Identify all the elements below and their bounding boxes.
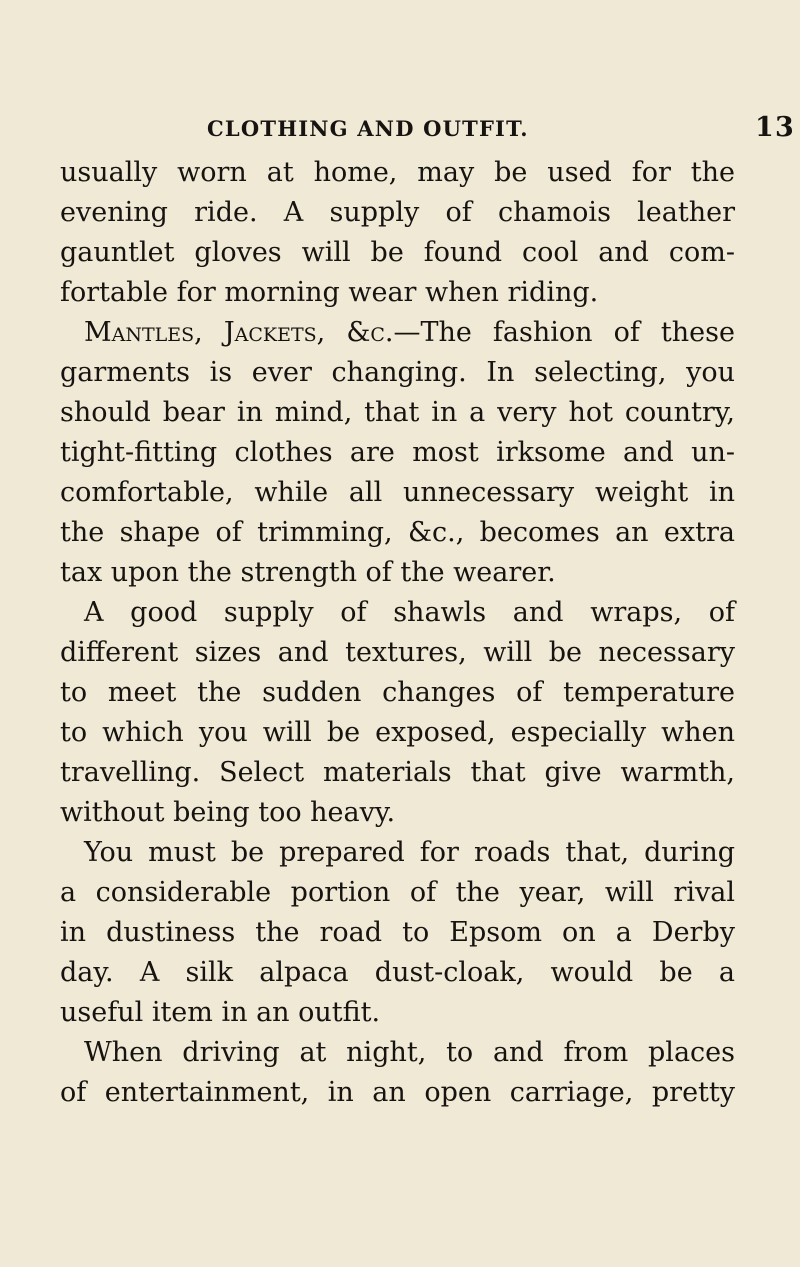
text-line: gauntlet gloves will be found cool and com- bbox=[60, 237, 735, 268]
text-line: useful item in an outfit. bbox=[60, 997, 381, 1028]
running-title: CLOTHING AND OUTFIT. bbox=[207, 116, 529, 141]
text-line: When driving at night, to and from places bbox=[84, 1037, 735, 1068]
text-line: fortable for morning wear when riding. bbox=[60, 277, 599, 308]
text-line: to meet the sudden changes of temperature bbox=[60, 677, 735, 708]
text-line: tight-fitting clothes are most irksome and un- bbox=[60, 437, 735, 468]
page-number: 13 bbox=[755, 112, 795, 143]
text-line: A good supply of shawls and wraps, of bbox=[84, 597, 735, 628]
text-line: of entertainment, in an open carriage, pretty bbox=[60, 1077, 735, 1108]
text-line: should bear in mind, that in a very hot country, bbox=[60, 397, 735, 428]
section-heading: Mantles, Jackets, &c. bbox=[84, 317, 394, 348]
text-line: the shape of trimming, &c., becomes an extra bbox=[60, 517, 735, 548]
running-head bbox=[0, 112, 800, 148]
text-line: You must be prepared for roads that, during bbox=[84, 837, 735, 868]
text-line: a considerable portion of the year, will rival bbox=[60, 877, 735, 908]
text-line: garments is ever changing. In selecting, you bbox=[60, 357, 735, 388]
text-line: without being too heavy. bbox=[60, 797, 396, 828]
text-line-continuation: —The fashion of these bbox=[393, 317, 735, 348]
section-heading-line bbox=[84, 313, 735, 353]
text-line: in dustiness the road to Epsom on a Derby bbox=[60, 917, 735, 948]
text-line: to which you will be exposed, especially when bbox=[60, 717, 735, 748]
text-line: day. A silk alpaca dust-cloak, would be a bbox=[60, 957, 735, 988]
text-line: usually worn at home, may be used for the bbox=[60, 157, 735, 188]
text-line: tax upon the strength of the wearer. bbox=[60, 557, 556, 588]
text-line: comfortable, while all unnecessary weight in bbox=[60, 477, 735, 508]
text-line: different sizes and textures, will be necessary bbox=[60, 637, 735, 668]
text-line: travelling. Select materials that give warmth, bbox=[60, 757, 735, 788]
text-line: evening ride. A supply of chamois leather bbox=[60, 197, 735, 228]
